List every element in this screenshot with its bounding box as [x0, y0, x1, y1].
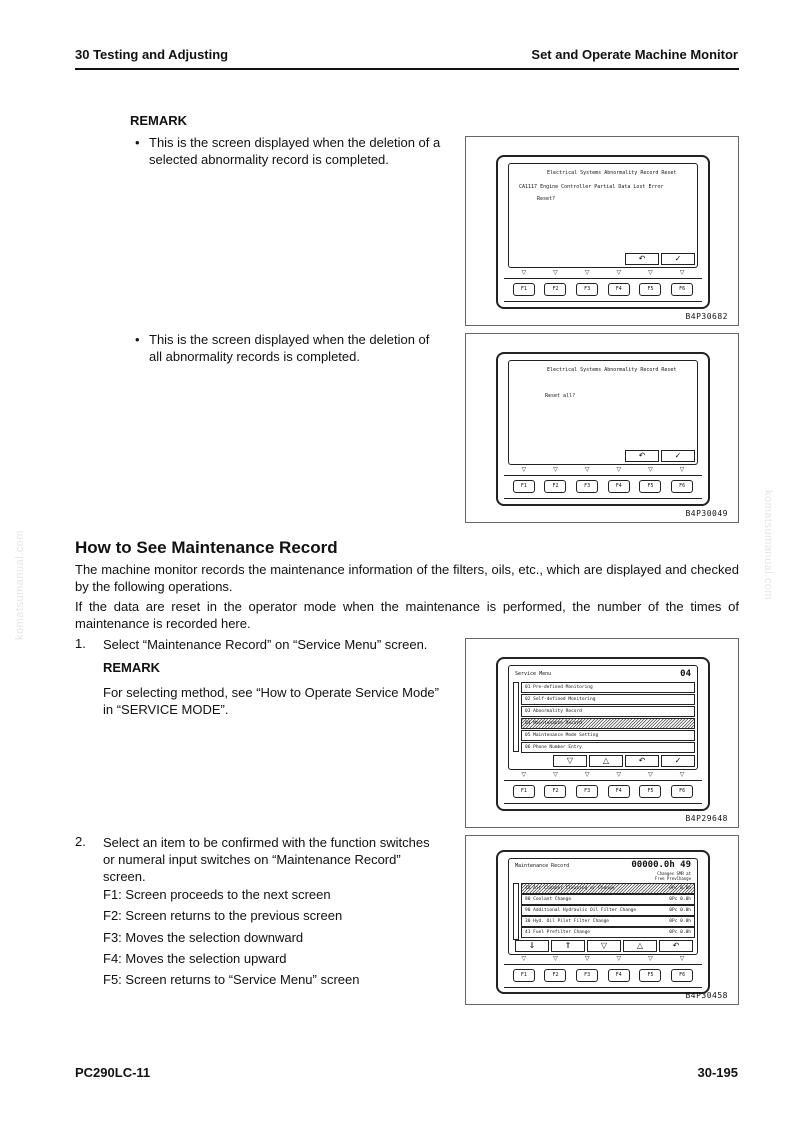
- record-hours: 0.0h: [680, 919, 691, 924]
- record-label: 48 Air Cleaner Cleaning or Change: [525, 886, 615, 891]
- record-hours: 0.0h: [680, 930, 691, 935]
- function-switch-row: [508, 785, 698, 798]
- monitor-screen: [508, 163, 698, 268]
- f5-switch: F5: [639, 785, 661, 798]
- back-icon: ↶: [625, 755, 659, 767]
- monitor-screen: [508, 360, 698, 465]
- record-values: [669, 917, 691, 926]
- f2-switch: F2: [544, 283, 566, 296]
- remark-heading: REMARK: [103, 660, 161, 675]
- menu-item: 06 Phone Number Entry: [521, 742, 695, 753]
- function-item: F3: Moves the selection downward: [103, 930, 304, 945]
- section-paragraph-1: The machine monitor records the maintenance information of the filters, oils, etc., which are displayed and checked by the following operations.: [75, 562, 739, 594]
- f3-switch: F3: [576, 283, 598, 296]
- page-down-icon: ⇓: [515, 940, 549, 952]
- remark-text-line: For selecting method, see “How to Operate Service Mode”: [103, 685, 439, 700]
- screen-hour-readout: 00000.0h 49: [631, 860, 691, 870]
- record-hours: 0.0h: [680, 897, 691, 902]
- function-item: F4: Moves the selection upward: [103, 951, 287, 966]
- softkey-bar: [553, 755, 695, 767]
- column-header-2: Free PrevChange: [654, 876, 691, 881]
- figure-code: B4P30458: [685, 991, 728, 1000]
- monitor-panel: [496, 155, 710, 309]
- page-up-icon: ⇑: [551, 940, 585, 952]
- f1-switch: F1: [513, 969, 535, 982]
- softkey-bar: [625, 450, 695, 462]
- figure-maintenance-record: [465, 835, 739, 1005]
- bullet-item-1: [135, 134, 454, 168]
- record-hours: 0.0h: [680, 908, 691, 913]
- record-values: [669, 928, 691, 937]
- watermark-right: komatsumanual.com: [762, 490, 774, 600]
- screen-title: Service Menu: [515, 671, 552, 677]
- f5-switch: F5: [639, 480, 661, 493]
- record-values: [669, 906, 691, 915]
- up-arrow-icon: △: [589, 755, 623, 767]
- screen-message: CA1117 Engine Controller Partial Data Lost Error: [519, 184, 664, 190]
- f6-switch: F6: [671, 969, 693, 982]
- record-count: 0Pc: [669, 886, 678, 891]
- record-count: 0Pc: [669, 930, 678, 935]
- softkey-bar: [625, 253, 695, 265]
- bullet-text-line: selected abnormality record is completed.: [149, 152, 389, 167]
- screen-item-number: 04: [680, 669, 691, 679]
- record-row: [521, 905, 695, 916]
- menu-item: 02 Self-defined Monitoring: [521, 694, 695, 705]
- record-label: 41 Fuel Prefilter Change: [525, 930, 591, 935]
- f4-switch: F4: [608, 283, 630, 296]
- arrow-indicator-row: ▽ ▽ ▽ ▽ ▽ ▽: [521, 467, 685, 473]
- section-paragraph-2: If the data are reset in the operator mode when the maintenance is performed, the number of the times of maintenance is recorded here.: [75, 599, 739, 631]
- figure-code: B4P29648: [685, 814, 728, 823]
- screen-title: Electrical Systems Abnormality Record Reset: [547, 170, 677, 176]
- f1-switch: F1: [513, 480, 535, 493]
- screen-title: Maintenance Record: [515, 863, 570, 869]
- figure-service-menu: [465, 638, 739, 828]
- down-arrow-icon: ▽: [553, 755, 587, 767]
- step-2-text: [103, 834, 453, 885]
- record-label: 90 Additional Hydraulic Oil Filter Change: [525, 908, 637, 913]
- screen-title: Electrical Systems Abnormality Record Reset: [547, 367, 677, 373]
- bullet-text-line: This is the screen displayed when the deletion of a: [149, 135, 441, 150]
- watermark-left: komatsumanual.com: [14, 530, 26, 640]
- menu-item-selected: 04 Maintenance Record: [521, 718, 695, 729]
- step-1-remark-text: [103, 684, 463, 718]
- f6-switch: F6: [671, 480, 693, 493]
- arrow-indicator-row: ▽ ▽ ▽ ▽ ▽ ▽: [521, 772, 685, 778]
- softkey-bar: [515, 940, 693, 952]
- scrollbar: [513, 682, 519, 752]
- f2-switch: F2: [544, 480, 566, 493]
- f2-switch: F2: [544, 969, 566, 982]
- monitor-panel: [496, 850, 710, 994]
- record-hours: 0.0h: [680, 886, 691, 891]
- bullet-dot: •: [135, 332, 140, 347]
- scrollbar: [513, 883, 519, 940]
- up-arrow-icon: △: [623, 940, 657, 952]
- f6-switch: F6: [671, 785, 693, 798]
- monitor-panel: [496, 657, 710, 811]
- bullet-text-line: all abnormality records is completed.: [149, 349, 360, 364]
- figure-code: B4P30682: [685, 312, 728, 321]
- f1-switch: F1: [513, 785, 535, 798]
- f3-switch: F3: [576, 785, 598, 798]
- header-section-title: 30 Testing and Adjusting: [75, 47, 229, 62]
- f4-switch: F4: [608, 480, 630, 493]
- step-1-text: Select “Maintenance Record” on “Service Menu” screen.: [103, 637, 428, 652]
- monitor-screen: [508, 858, 698, 955]
- menu-item: 01 Pre-defined Monitoring: [521, 682, 695, 693]
- f1-switch: F1: [513, 283, 535, 296]
- screen-prompt: Reset?: [537, 196, 556, 202]
- bullet-item-2: [135, 331, 454, 365]
- remark-heading: REMARK: [130, 113, 188, 128]
- footer-model: PC290LC-11: [75, 1065, 151, 1080]
- remark-text-line: in “SERVICE MODE”.: [103, 702, 229, 717]
- f4-switch: F4: [608, 785, 630, 798]
- bullet-text-line: This is the screen displayed when the deletion of: [149, 332, 430, 347]
- step-text-line: screen.: [103, 869, 146, 884]
- figure-all-records-reset: [465, 333, 739, 523]
- record-values: [669, 884, 691, 893]
- confirm-check-icon: ✓: [661, 450, 695, 462]
- screen-prompt: Reset all?: [545, 393, 576, 399]
- section-title: How to See Maintenance Record: [75, 538, 338, 557]
- back-icon: ↶: [659, 940, 693, 952]
- function-switch-row: [508, 969, 698, 982]
- record-label: 80 Coolant Change: [525, 897, 572, 902]
- record-row: [521, 894, 695, 905]
- confirm-check-icon: ✓: [661, 253, 695, 265]
- function-item: F1: Screen proceeds to the next screen: [103, 887, 331, 902]
- function-switch-row: [508, 480, 698, 493]
- footer-page-number: 30-195: [697, 1065, 738, 1080]
- monitor-panel: [496, 352, 710, 506]
- back-icon: ↶: [625, 450, 659, 462]
- record-count: 0Pc: [669, 919, 678, 924]
- monitor-screen: [508, 665, 698, 770]
- f3-switch: F3: [576, 969, 598, 982]
- column-header-1: Changes SMR at: [657, 871, 691, 876]
- record-row: [521, 927, 695, 938]
- step-text-line: or numeral input switches on “Maintenance Record”: [103, 852, 401, 867]
- function-item: F2: Screen returns to the previous screen: [103, 908, 343, 923]
- step-number: 1.: [75, 636, 86, 651]
- record-row-selected: [521, 883, 695, 894]
- f6-switch: F6: [671, 283, 693, 296]
- function-switch-row: [508, 283, 698, 296]
- f5-switch: F5: [639, 969, 661, 982]
- back-icon: ↶: [625, 253, 659, 265]
- record-label: 30 Hyd. Oil Pilot Filter Change: [525, 919, 609, 924]
- menu-item: 05 Maintenance Mode Setting: [521, 730, 695, 741]
- f2-switch: F2: [544, 785, 566, 798]
- step-text-line: Select an item to be confirmed with the function switches: [103, 835, 430, 850]
- record-values: [669, 895, 691, 904]
- record-count: 0Pc: [669, 897, 678, 902]
- f3-switch: F3: [576, 480, 598, 493]
- arrow-indicator-row: ▽ ▽ ▽ ▽ ▽ ▽: [521, 956, 685, 962]
- step-number: 2.: [75, 834, 86, 849]
- figure-code: B4P30049: [685, 509, 728, 518]
- f4-switch: F4: [608, 969, 630, 982]
- confirm-check-icon: ✓: [661, 755, 695, 767]
- bullet-dot: •: [135, 135, 140, 150]
- f5-switch: F5: [639, 283, 661, 296]
- arrow-indicator-row: ▽ ▽ ▽ ▽ ▽ ▽: [521, 270, 685, 276]
- menu-item: 03 Abnormality Record: [521, 706, 695, 717]
- record-count: 0Pc: [669, 908, 678, 913]
- figure-selected-record-reset: [465, 136, 739, 326]
- header-topic-title: Set and Operate Machine Monitor: [531, 47, 738, 62]
- function-item: F5: Screen returns to “Service Menu” screen: [103, 972, 360, 987]
- record-row: [521, 916, 695, 927]
- down-arrow-icon: ▽: [587, 940, 621, 952]
- header-rule: [75, 68, 739, 70]
